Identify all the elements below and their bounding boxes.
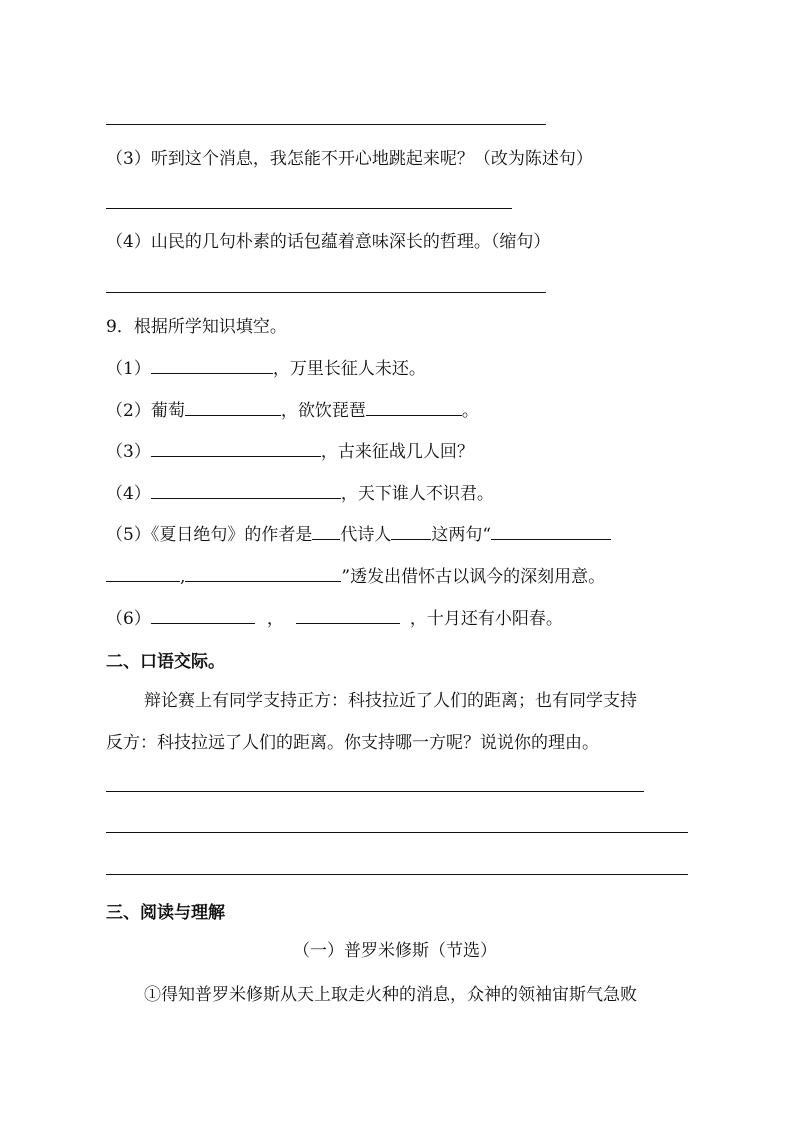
question-8-item-4: （4）山民的几句朴素的话包蕴着意味深长的哲理。（缩句） [106, 232, 551, 252]
question-9-line-2 [106, 398, 479, 423]
poem-text: ，十月还有小阳春。 [409, 609, 563, 629]
poem-text: ， [266, 609, 284, 629]
paragraph: 反方：科技拉远了人们的距离。你支持哪一方呢？说说你的理由。 [106, 733, 599, 753]
fill-blank[interactable] [491, 522, 611, 540]
answer-line [106, 874, 688, 875]
poem-text: , [180, 567, 186, 587]
question-9-line-1 [106, 356, 426, 381]
item-number: （4） [106, 484, 151, 504]
question-9-line-3 [106, 439, 474, 464]
fill-blank[interactable] [151, 481, 341, 499]
poem-text: （2）葡萄 [106, 401, 185, 421]
item-number: （6） [106, 609, 151, 629]
poem-text: ，天下谁人不识君。 [340, 484, 494, 504]
item-number: （1） [106, 359, 151, 379]
question-9-line-4 [106, 481, 494, 506]
answer-line [106, 124, 546, 125]
poem-text: ，万里长征人未还。 [272, 359, 426, 379]
item-number: （3） [106, 442, 151, 462]
fill-blank[interactable] [151, 606, 255, 624]
poem-text: 这两句“ [431, 525, 492, 545]
poem-text: ”透发出借怀古以讽今的深刻用意。 [341, 567, 606, 587]
fill-blank[interactable] [185, 398, 281, 416]
poem-text: 。 [461, 401, 479, 421]
answer-line [106, 791, 644, 792]
poem-text: （5）《夏日绝句》的作者是 [106, 525, 313, 545]
poem-text: ，古来征战几人回？ [320, 442, 474, 462]
poem-text: 代诗人 [340, 525, 392, 545]
fill-blank[interactable] [312, 522, 340, 540]
question-8-item-3: （3）听到这个消息，我怎能不开心地跳起来呢？（改为陈述句） [106, 149, 593, 169]
section-heading: 二、口语交际。 [106, 652, 225, 672]
answer-line [106, 292, 546, 293]
question-9-line-5-cont [106, 564, 605, 589]
fill-blank[interactable] [151, 356, 273, 374]
fill-blank[interactable] [106, 564, 180, 582]
section-heading: 三、阅读与理解 [106, 903, 225, 923]
fill-blank[interactable] [185, 564, 341, 582]
question-9-title: 9．根据所学知识填空。 [106, 317, 287, 337]
paragraph: 辩论赛上有同学支持正方：科技拉近了人们的距离；也有同学支持 [144, 691, 637, 711]
answer-line [106, 832, 688, 833]
passage-title: （一）普罗米修斯（节选） [293, 941, 497, 961]
poem-text: ，欲饮琵琶 [280, 401, 366, 421]
fill-blank[interactable] [391, 522, 431, 540]
fill-blank[interactable] [296, 606, 400, 624]
question-9-line-5 [106, 522, 611, 547]
passage-paragraph: ①得知普罗米修斯从天上取走火种的消息，众神的领袖宙斯气急败 [144, 985, 637, 1005]
fill-blank[interactable] [151, 439, 321, 457]
answer-line [106, 208, 512, 209]
question-9-line-6 [106, 606, 563, 631]
fill-blank[interactable] [366, 398, 462, 416]
